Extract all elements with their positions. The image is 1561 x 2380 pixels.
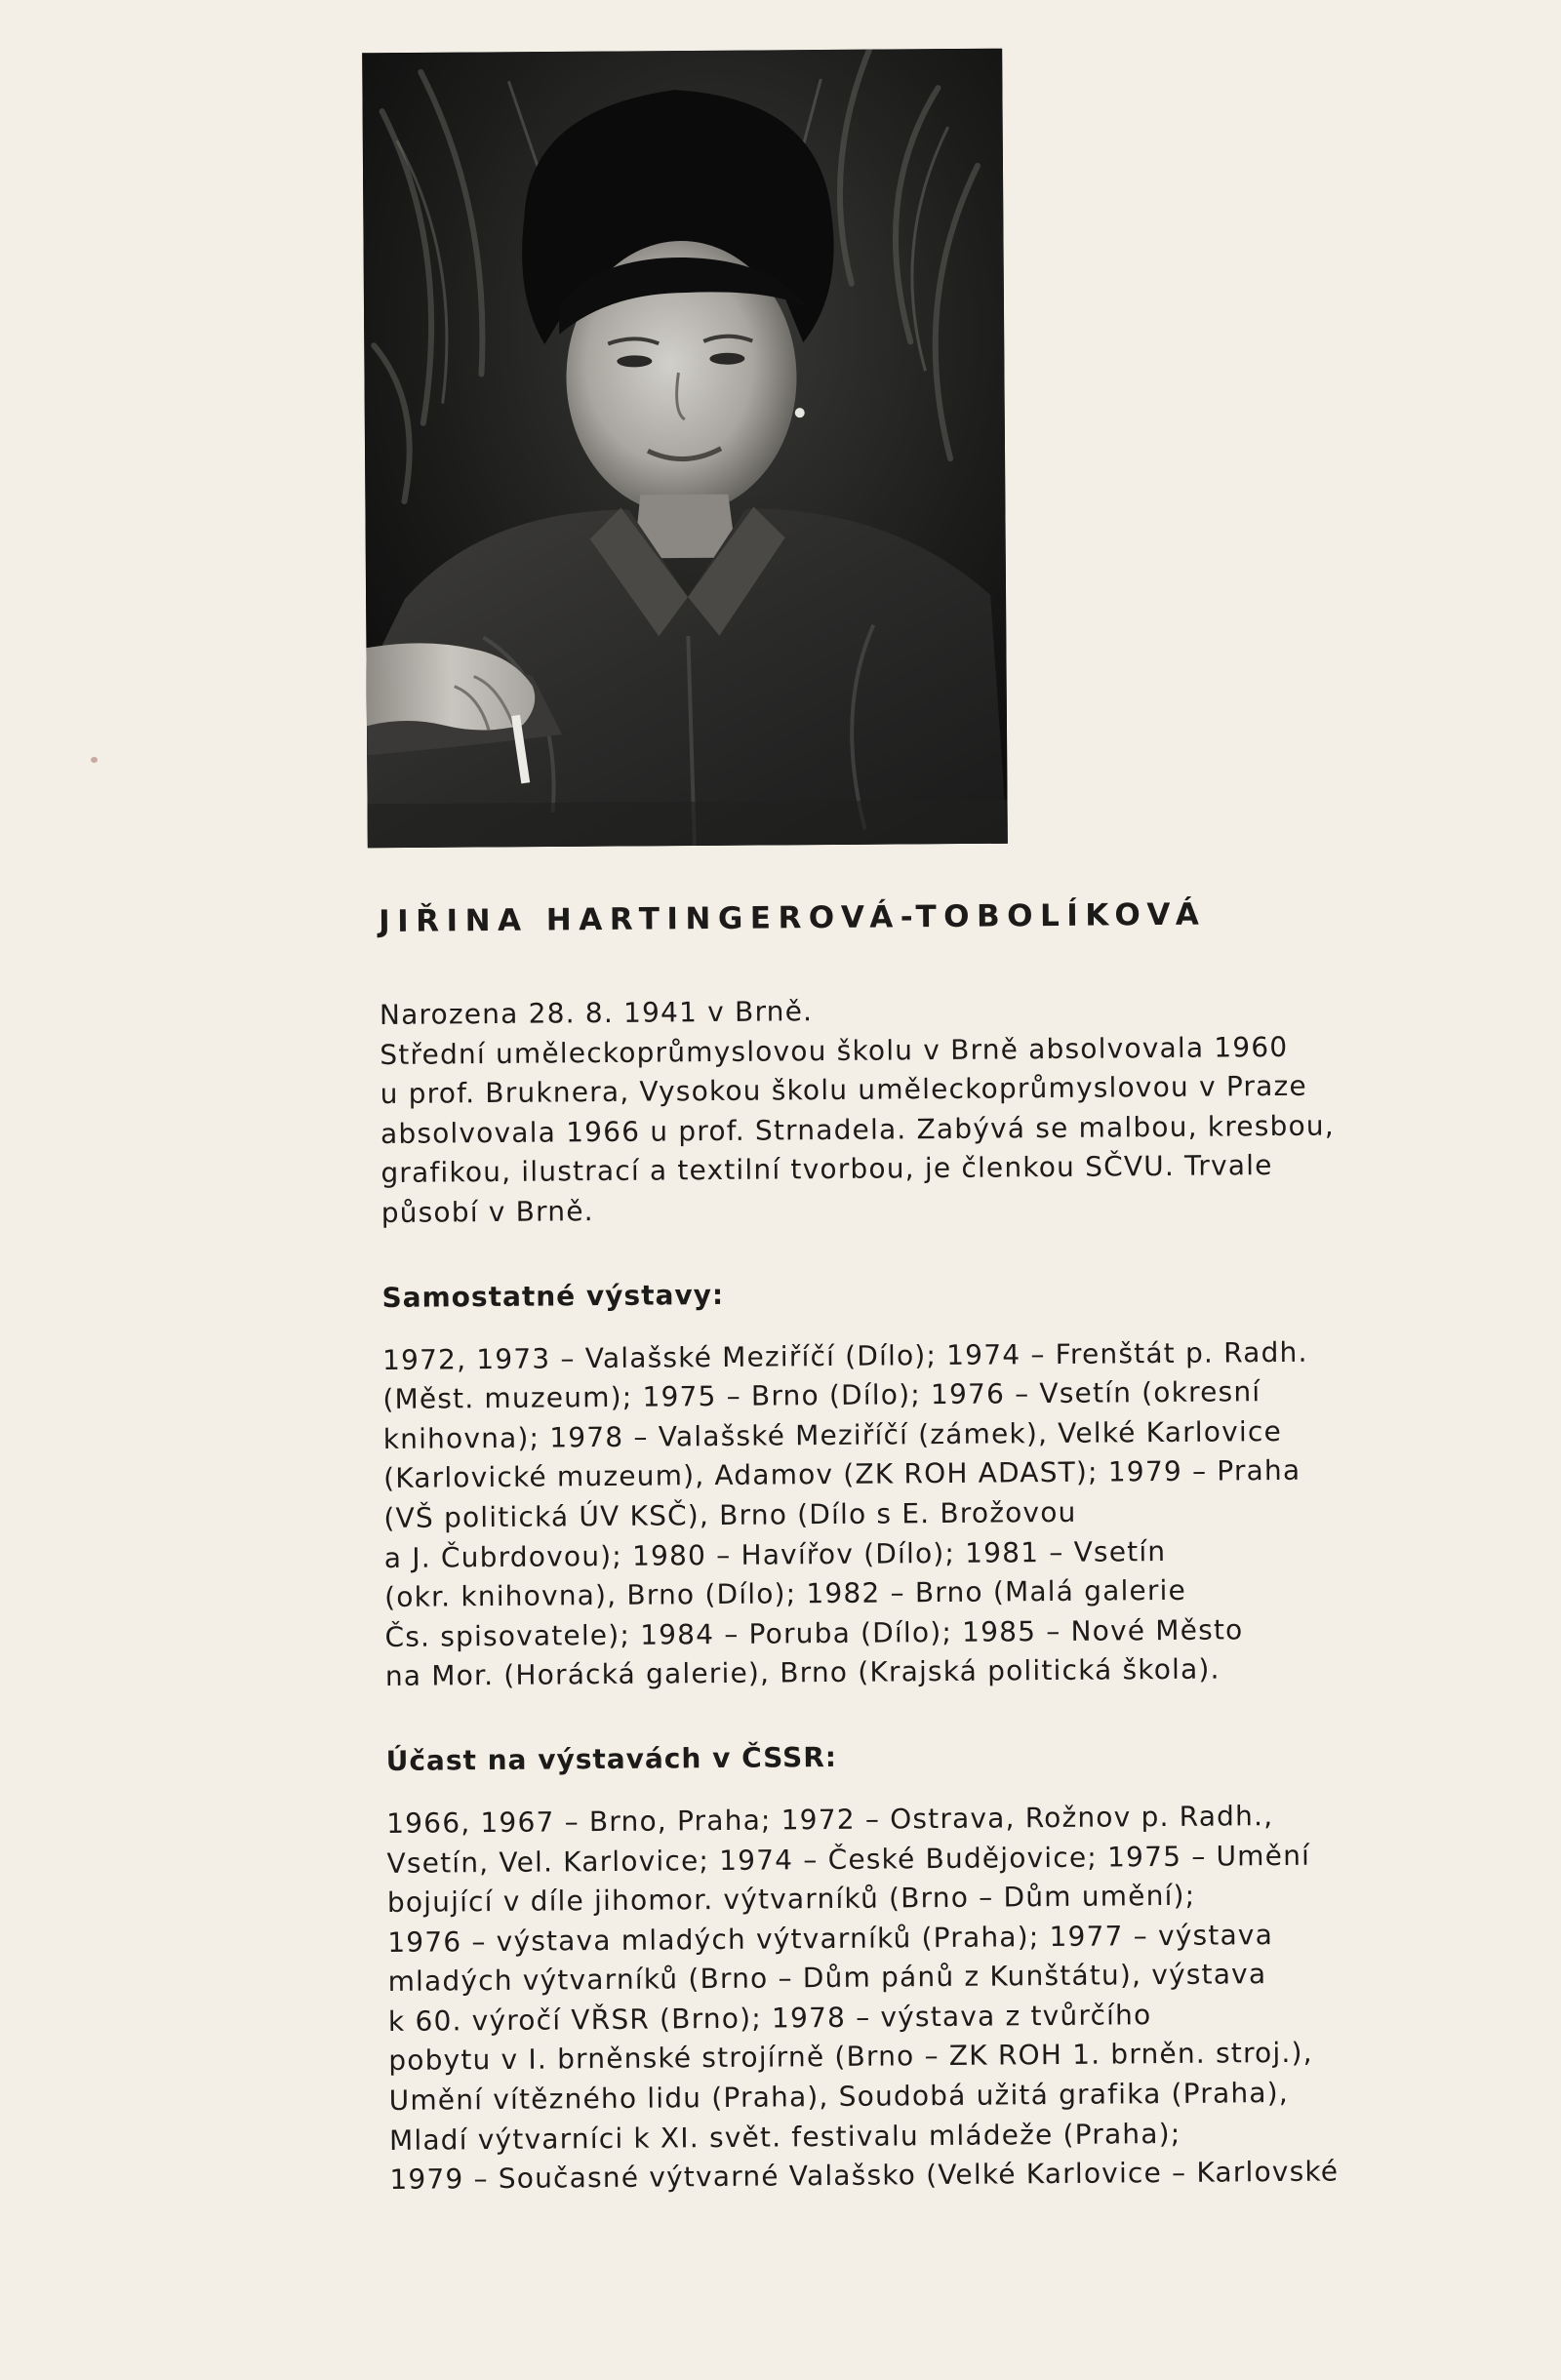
- group-exhibition-line: k 60. výročí VŘSR (Brno); 1978 – výstava z tvůrčího: [387, 1999, 1152, 2038]
- group-exhibition-line: Mladí výtvarníci k XI. svět. festivalu mládeže (Praha);: [388, 2117, 1181, 2157]
- group-exhibitions-list: [386, 1796, 1434, 2201]
- portrait-photo: [362, 49, 1008, 849]
- group-exhibition-line: mladých výtvarníků (Brno – Dům pánů z Kunštátu), výstava: [387, 1958, 1267, 1999]
- solo-exhibition-line: (okr. knihovna), Brno (Dílo); 1982 – Brno (Malá galerie: [384, 1573, 1187, 1614]
- bio-line: Narozena 28. 8. 1941 v Brně.: [379, 995, 814, 1031]
- bio-line: působí v Brně.: [380, 1195, 594, 1229]
- solo-exhibitions-heading: Samostatné výstavy:: [381, 1278, 725, 1314]
- biography-text: [379, 898, 1434, 2201]
- solo-exhibition-line: na Mor. (Horácká galerie), Brno (Krajská politická škola).: [384, 1652, 1221, 1693]
- artist-name: JIŘINA HARTINGEROVÁ-TOBOLÍKOVÁ: [378, 896, 1207, 939]
- solo-exhibition-line: knihovna); 1978 – Valašské Meziříčí (zámek), Velké Karlovice: [382, 1414, 1283, 1455]
- group-exhibition-line: 1979 – Současné výtvarné Valašsko (Velké Karlovice – Karlovské: [389, 2155, 1340, 2197]
- bio-paragraph: [380, 987, 1425, 1234]
- solo-exhibition-line: a J. Čubrdovou); 1980 – Havířov (Dílo); 1981 – Vsetín: [383, 1534, 1167, 1574]
- paper-speck: [91, 757, 98, 763]
- bio-line: absolvovala 1966 u prof. Strnadela. Zabývá se malbou, kresbou,: [380, 1109, 1336, 1150]
- bio-line: u prof. Bruknera, Vysokou školu uměleckoprůmyslovou v Praze: [380, 1069, 1307, 1111]
- group-exhibition-line: Vsetín, Vel. Karlovice; 1974 – České Budějovice; 1975 – Umění: [386, 1839, 1311, 1880]
- bio-line: Střední uměleckoprůmyslovou školu v Brně absolvovala 1960: [380, 1030, 1289, 1071]
- solo-exhibition-line: Čs. spisovatele); 1984 – Poruba (Dílo); 1985 – Nové Město: [384, 1613, 1244, 1653]
- portrait-photo-drawing: [362, 49, 1008, 849]
- solo-exhibition-line: (Karlovické muzeum), Adamov (ZK ROH ADAST); 1979 – Praha: [382, 1454, 1301, 1495]
- solo-exhibition-line: (Měst. muzeum); 1975 – Brno (Dílo); 1976 – Vsetín (okresní: [382, 1375, 1261, 1416]
- solo-exhibition-line: 1972, 1973 – Valašské Meziříčí (Dílo); 1974 – Frenštát p. Radh.: [381, 1335, 1308, 1376]
- group-exhibition-line: bojující v díle jihomor. výtvarníků (Brno – Dům umění);: [386, 1879, 1196, 1920]
- solo-exhibitions-list: [382, 1331, 1429, 1697]
- group-exhibition-line: Umění vítězného lidu (Praha), Soudobá užitá grafika (Praha),: [388, 2076, 1290, 2118]
- group-exhibition-line: pobytu v I. brněnské strojírně (Brno – ZK ROH 1. brněn. stroj.),: [388, 2037, 1313, 2078]
- bio-line: grafikou, ilustrací a textilní tvorbou, je členkou SČVU. Trvale: [380, 1149, 1273, 1190]
- group-exhibition-line: 1966, 1967 – Brno, Praha; 1972 – Ostrava, Rožnov p. Radh.,: [386, 1799, 1274, 1840]
- solo-exhibition-line: (VŠ politická ÚV KSČ), Brno (Dílo s E. Brožovou: [383, 1495, 1077, 1534]
- group-exhibition-line: 1976 – výstava mladých výtvarníků (Praha); 1977 – výstava: [387, 1918, 1274, 1959]
- group-exhibitions-heading: Účast na výstavách v ČSSR:: [385, 1740, 838, 1777]
